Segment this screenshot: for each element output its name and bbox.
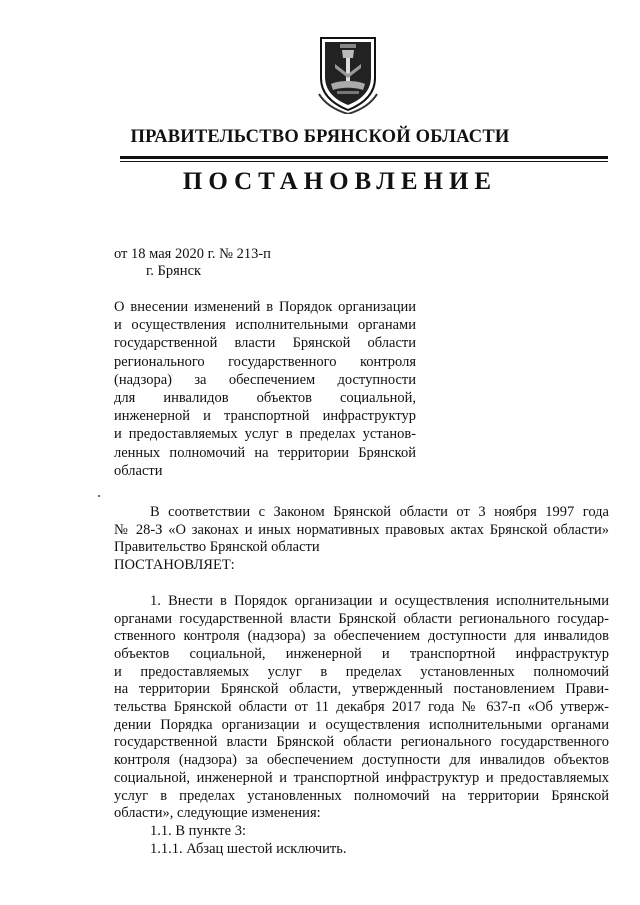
- clause-line: органами государственной власти Брянской области регионального государ-: [114, 610, 609, 627]
- document-city: г. Брянск: [146, 263, 202, 279]
- subject-line: и предоставляемых услуг в пределах установ-: [114, 426, 416, 443]
- subject-line: (надзора) за обеспечением доступности: [114, 371, 416, 388]
- subject-line: регионального государственного контроля: [114, 353, 416, 370]
- paragraph-gap: [114, 575, 609, 593]
- document-date-number: от 18 мая 2020 г. № 213-п: [114, 246, 271, 262]
- clause-line: контроля (надзора) за обеспечением доступности для инвалидов объектов: [114, 752, 609, 769]
- subitem-line: 1.1.1. Абзац шестой исключить.: [150, 840, 347, 857]
- preamble-line: Правительство Брянской области: [114, 539, 320, 556]
- subject-line: ленных полномочий на территории Брянской: [114, 444, 416, 461]
- document-subject: [114, 298, 416, 480]
- clause-line: социальной, инженерной и транспортной инфраструктур и предоставляемых: [114, 769, 609, 786]
- document-body: [114, 504, 609, 858]
- header-rule-thick: [120, 156, 608, 159]
- clause-line: тельства Брянской области от 11 декабря 2017 года № 637-п «Об утверж-: [114, 699, 609, 716]
- subject-line: инженерной и транспортной инфраструктур: [114, 408, 416, 425]
- document-type-title: ПОСТАНОВЛЕНИЕ: [182, 168, 498, 195]
- organization-title: ПРАВИТЕЛЬСТВО БРЯНСКОЙ ОБЛАСТИ: [130, 127, 510, 147]
- clause-line: области», следующие изменения:: [114, 805, 321, 822]
- decree-keyword: ПОСТАНОВЛЯЕТ:: [114, 557, 235, 574]
- subitem-line: 1.1. В пункте 3:: [150, 822, 246, 839]
- clause-line: на территории Брянской области, утвержденный постановлением Прави-: [114, 681, 609, 698]
- clause-line: услуг в пределах установленных полномочий на территории Брянской: [114, 787, 609, 804]
- header-rule-thin: [120, 161, 608, 162]
- clause-line: и предоставляемых услуг в пределах установленных полномочий: [114, 663, 609, 680]
- preamble-line: В соответствии с Законом Брянской области от 3 ноября 1997 года: [150, 504, 609, 520]
- scan-speck: [98, 495, 100, 497]
- clause-line: ственного контроля (надзора) за обеспечением доступности для инвалидов: [114, 628, 609, 645]
- preamble-line: № 28-З «О законах и иных нормативных правовых актах Брянской области»: [114, 521, 609, 538]
- subject-line: государственной власти Брянской области: [114, 335, 416, 352]
- clause-line: дении Порядка организации и осуществления исполнительными органами: [114, 716, 609, 733]
- coat-of-arms-emblem: [317, 34, 379, 114]
- subject-line: и осуществления исполнительными органами: [114, 317, 416, 334]
- clause-line: государственной власти Брянской области регионального государственного: [114, 734, 609, 751]
- clause-line: 1. Внести в Порядок организации и осуществления исполнительными: [150, 592, 609, 609]
- subject-line: для инвалидов объектов социальной,: [114, 390, 416, 407]
- subject-line: О внесении изменений в Порядок организации: [114, 299, 416, 315]
- subject-line: области: [114, 462, 163, 479]
- clause-line: объектов социальной, инженерной и транспортной инфраструктур: [114, 645, 609, 662]
